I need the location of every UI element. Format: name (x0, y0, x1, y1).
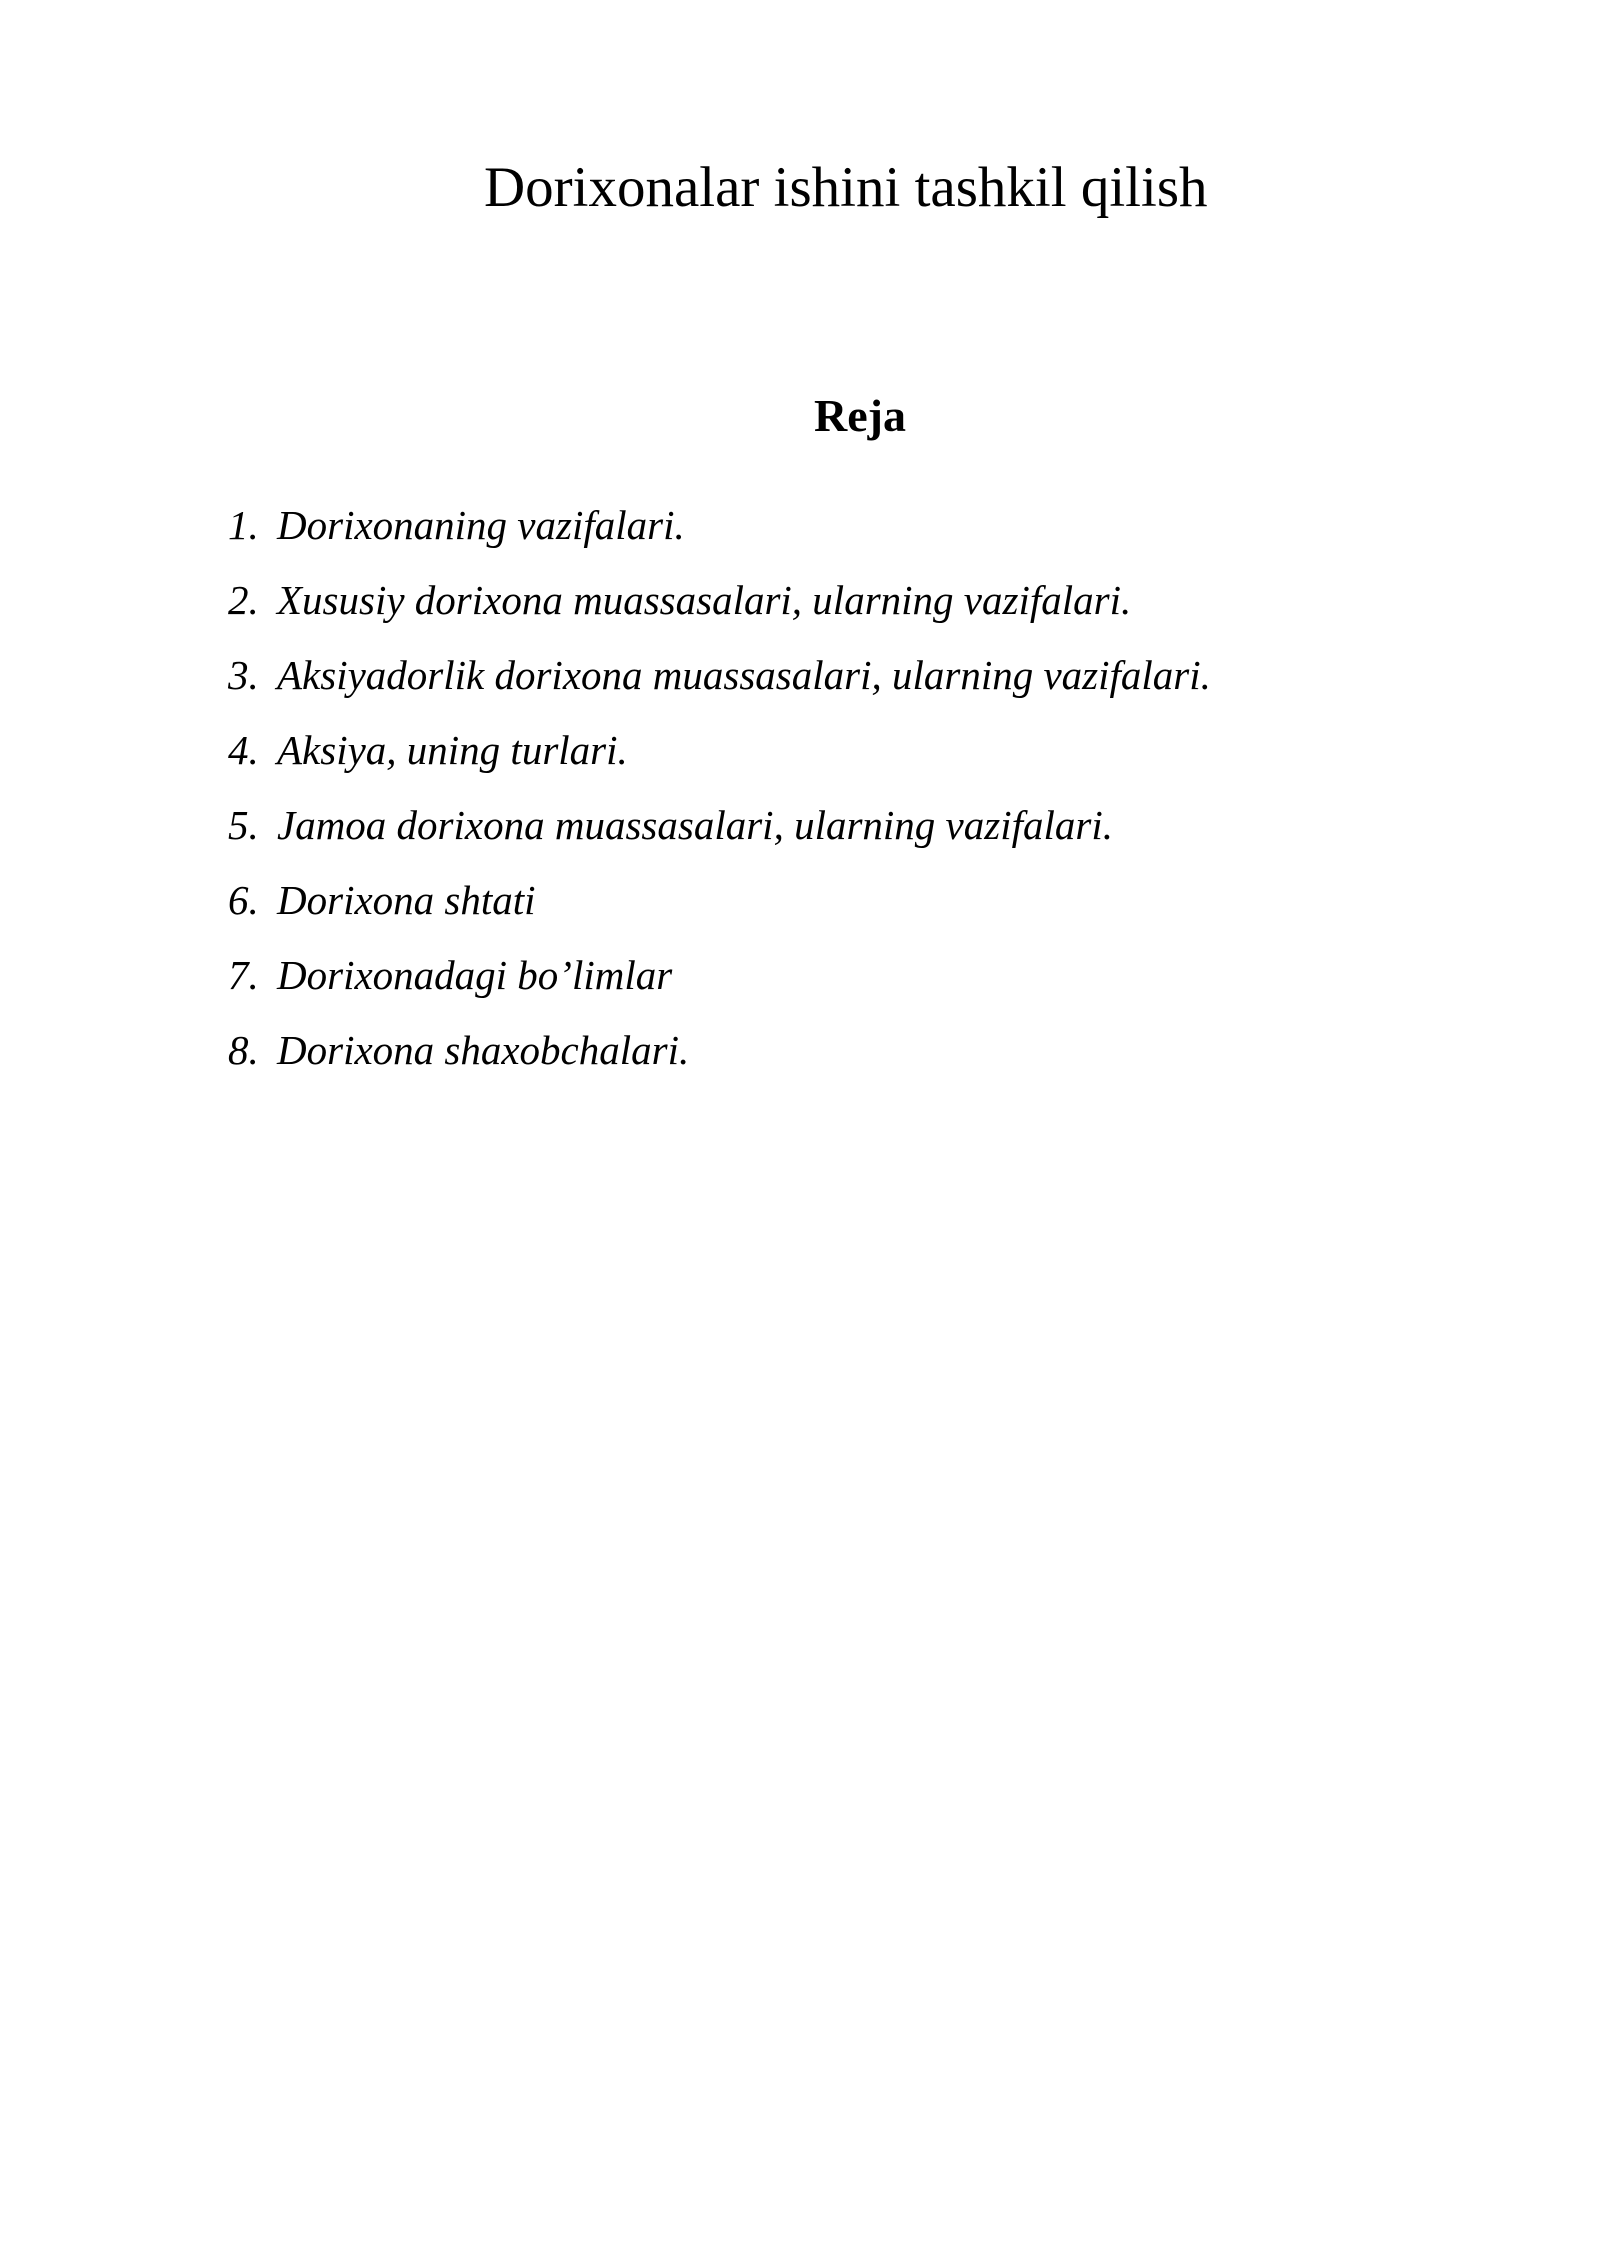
plan-item-text: Aksiyadorlik dorixona muassasalari, ularning vazifalari. (277, 652, 1211, 698)
plan-item-number: 5. (228, 802, 259, 848)
plan-item-number: 2. (228, 577, 259, 623)
plan-item (228, 498, 1211, 573)
plan-item (228, 648, 1211, 723)
plan-item-number: 6. (228, 877, 259, 923)
plan-item-number: 8. (228, 1027, 259, 1073)
plan-item-text: Dorixonadagi bo’limlar (277, 952, 673, 998)
plan-item (228, 873, 1211, 948)
plan-item-number: 4. (228, 727, 259, 773)
plan-item (228, 1023, 1211, 1098)
document-title: Dorixonalar ishini tashkil qilish (484, 156, 1208, 219)
plan-item-number: 7. (228, 952, 259, 998)
plan-item-number: 1. (228, 502, 259, 548)
plan-item-text: Xususiy dorixona muassasalari, ularning vazifalari. (277, 577, 1132, 623)
plan-item-text: Dorixona shtati (277, 877, 536, 923)
plan-heading: Reja (814, 390, 906, 441)
plan-list (228, 498, 1211, 1098)
plan-item (228, 723, 1211, 798)
plan-item (228, 573, 1211, 648)
plan-item-text: Dorixonaning vazifalari. (277, 502, 685, 548)
plan-item-text: Dorixona shaxobchalari. (277, 1027, 690, 1073)
plan-item-text: Jamoa dorixona muassasalari, ularning vazifalari. (277, 802, 1113, 848)
plan-item (228, 948, 1211, 1023)
plan-item-number: 3. (228, 652, 259, 698)
plan-item-text: Aksiya, uning turlari. (277, 727, 628, 773)
plan-item (228, 798, 1211, 873)
